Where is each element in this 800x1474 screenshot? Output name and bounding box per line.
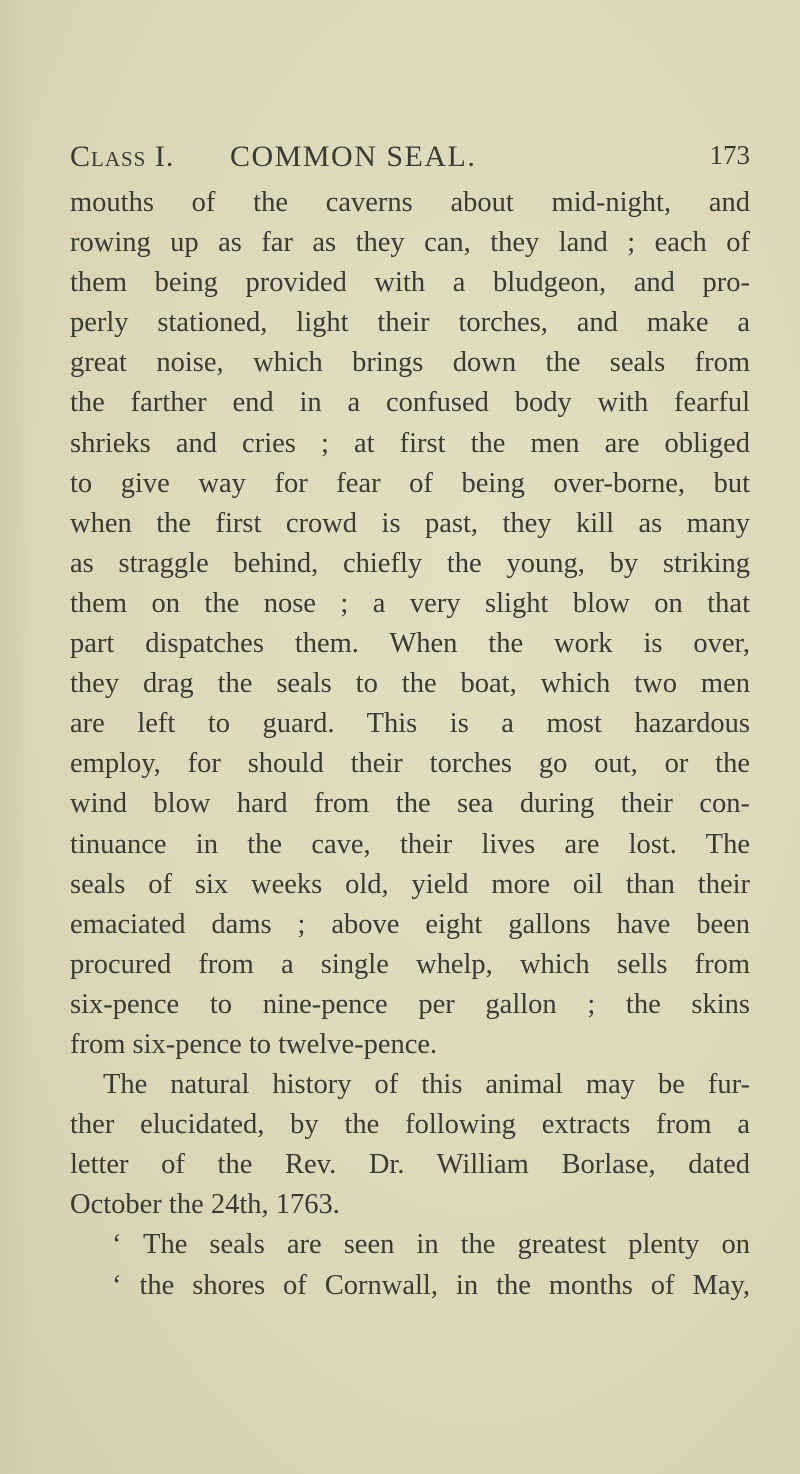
- text-line: six-pence to nine-pence per gallon ; the skins: [70, 988, 750, 1020]
- text-line: seals of six weeks old, yield more oil than their: [70, 868, 750, 900]
- page-edge-shadow: [0, 0, 30, 1474]
- running-header-title: COMMON SEAL.: [230, 140, 477, 173]
- text-line: October the 24th, 1763.: [70, 1189, 340, 1221]
- text-line: ‘ the shores of Cornwall, in the months of May,: [112, 1269, 750, 1301]
- text-line: mouths of the caverns about mid-night, and: [70, 187, 750, 218]
- text-line: employ, for should their torches go out, or the: [70, 748, 750, 780]
- text-line: emaciated dams ; above eight gallons have been: [70, 908, 750, 940]
- running-header: [70, 140, 750, 180]
- text-line: them on the nose ; a very slight blow on that: [70, 587, 750, 619]
- text-line: them being provided with a bludgeon, and pro-: [70, 267, 750, 299]
- text-line: rowing up as far as they can, they land ; each of: [70, 227, 750, 259]
- text-line: as straggle behind, chiefly the young, by striking: [70, 547, 750, 579]
- text-line: The natural history of this animal may be fur-: [103, 1069, 750, 1101]
- text-line: are left to guard. This is a most hazardous: [70, 708, 750, 740]
- text-line: from six-pence to twelve-pence.: [70, 1028, 438, 1060]
- running-header-class: Class I.: [70, 140, 175, 173]
- text-line: ther elucidated, by the following extracts from a: [70, 1109, 750, 1141]
- text-line: to give way for fear of being over-borne, but: [70, 467, 750, 499]
- text-line: when the first crowd is past, they kill as many: [70, 507, 750, 539]
- text-line: perly stationed, light their torches, and make a: [70, 307, 750, 339]
- text-line: tinuance in the cave, their lives are lost. The: [70, 828, 750, 860]
- text-line: part dispatches them. When the work is over,: [70, 628, 750, 660]
- text-line: they drag the seals to the boat, which two men: [70, 668, 750, 700]
- text-line: procured from a single whelp, which sells from: [70, 948, 750, 980]
- text-line: ‘ The seals are seen in the greatest plenty on: [112, 1229, 750, 1261]
- text-line: shrieks and cries ; at first the men are obliged: [70, 427, 750, 459]
- text-line: the farther end in a confused body with fearful: [70, 387, 750, 419]
- text-line: letter of the Rev. Dr. William Borlase, dated: [70, 1149, 750, 1181]
- page-number: 173: [709, 140, 750, 170]
- text-line: great noise, which brings down the seals from: [70, 347, 750, 379]
- text-line: wind blow hard from the sea during their con-: [70, 788, 750, 820]
- body-text: [70, 183, 750, 1306]
